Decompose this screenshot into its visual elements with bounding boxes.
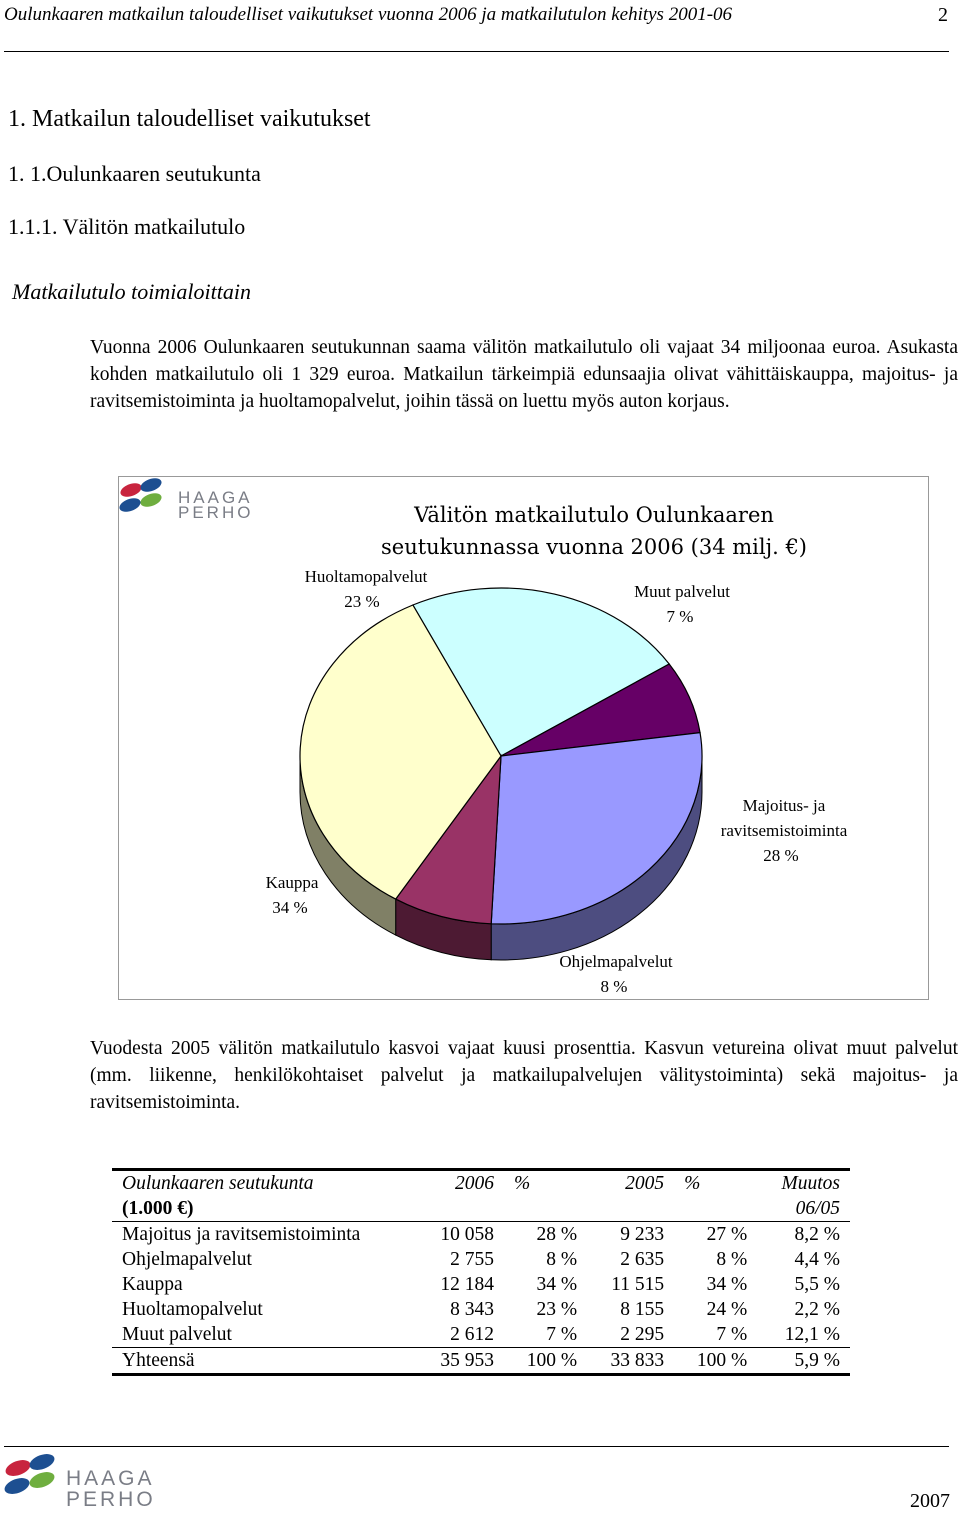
table-cell: 28 % [536, 1224, 578, 1245]
table-cell: 2 755 [450, 1249, 495, 1270]
logo-text-line2: PERHO [178, 503, 254, 522]
heading-level-1: 1. Matkailun taloudelliset vaikutukset [8, 106, 371, 132]
table-row-huoltamopalvelut [112, 1297, 850, 1322]
table-row-majoitus [112, 1222, 850, 1248]
table-cell: 10 058 [440, 1224, 495, 1245]
pie-slice-majoitus [491, 733, 702, 924]
pie-slices-group [300, 588, 702, 924]
heading-level-4: Matkailutulo toimialoittain [12, 279, 251, 304]
table-header-unit: (1.000 €) [112, 1196, 417, 1222]
label-kauppa: Kauppa [265, 873, 319, 892]
footer-logo [0, 1446, 200, 1515]
table-header-change-period: 06/05 [757, 1196, 850, 1222]
table-header-change: Muutos [781, 1173, 840, 1194]
table-header-pct-2006: % [514, 1173, 531, 1194]
label-kauppa-pct: 34 % [272, 898, 308, 917]
table-cell: 8 % [546, 1249, 578, 1270]
table-cell: 5,9 % [794, 1350, 840, 1371]
table-header-2005: 2005 [625, 1173, 665, 1194]
page-number: 2 [938, 4, 948, 26]
table-header-2006: 2006 [455, 1173, 495, 1194]
footer-logo-line2: PERHO [66, 1488, 156, 1511]
label-huoltamopalvelut: Huoltamopalvelut [304, 567, 428, 586]
table-cell: 34 % [706, 1274, 748, 1295]
table-row-ohjelmapalvelut [112, 1247, 850, 1272]
table-cell: 27 % [706, 1224, 748, 1245]
footer-logo-line1: HAAGA [66, 1467, 155, 1490]
table-cell: 33 833 [610, 1350, 665, 1371]
table-cell: 12,1 % [784, 1324, 840, 1345]
logo-text-line1: HAAGA [178, 488, 253, 507]
table-cell: Huoltamopalvelut [122, 1299, 263, 1320]
table-header-pct-2005: % [684, 1173, 701, 1194]
label-majoitus-line1: Majoitus- ja [742, 796, 826, 815]
label-majoitus-pct: 28 % [763, 846, 799, 865]
table-cell: 7 % [716, 1324, 748, 1345]
table-row-muut-palvelut [112, 1322, 850, 1348]
table-header-blank [587, 1196, 674, 1222]
table-cell: Muut palvelut [122, 1324, 232, 1345]
table-cell: 5,5 % [794, 1274, 840, 1295]
table-cell: 23 % [536, 1299, 578, 1320]
label-huoltamopalvelut-pct: 23 % [344, 592, 380, 611]
heading-level-2: 1. 1.Oulunkaaren seutukunta [8, 161, 261, 186]
label-ohjelmapalvelut: Ohjelmapalvelut [559, 952, 673, 971]
table-cell: 12 184 [440, 1274, 495, 1295]
tourism-income-table [112, 1168, 850, 1376]
table-cell: 35 953 [440, 1350, 495, 1371]
table-cell: 100 % [696, 1350, 748, 1371]
haaga-perho-logo [118, 476, 254, 522]
footer-year: 2007 [910, 1490, 950, 1512]
table-cell: 2 295 [620, 1324, 665, 1345]
table-cell: 2 635 [620, 1249, 665, 1270]
table-cell: 34 % [536, 1274, 578, 1295]
chart-title-line2: seutukunnassa vuonna 2006 (34 milj. €) [380, 535, 808, 559]
table-cell: Majoitus ja ravitsemistoiminta [122, 1224, 361, 1245]
table-cell: Kauppa [122, 1274, 183, 1295]
table-header-region: Oulunkaaren seutukunta [122, 1173, 314, 1194]
table-cell: 2,2 % [794, 1299, 840, 1320]
label-muut-palvelut: Muut palvelut [634, 582, 730, 601]
table-cell: 8 155 [620, 1299, 665, 1320]
table-cell: 8,2 % [794, 1224, 840, 1245]
label-ohjelmapalvelut-pct: 8 % [600, 977, 628, 996]
table-cell: 24 % [706, 1299, 748, 1320]
document-header-title: Oulunkaaren matkailun taloudelliset vaikutukset vuonna 2006 ja matkailutulon kehitys 2001-06 [4, 4, 733, 25]
logo-mark-icon [2, 1451, 56, 1497]
table-row-yhteensa [112, 1348, 850, 1375]
table-cell: 9 233 [620, 1224, 665, 1245]
table-cell: 4,4 % [794, 1249, 840, 1270]
table-cell: 2 612 [450, 1324, 495, 1345]
table-cell: 100 % [526, 1350, 578, 1371]
chart-title-line1: Välitön matkailutulo Oulunkaaren [414, 503, 774, 527]
table-header-blank [417, 1196, 504, 1222]
heading-level-3: 1.1.1. Välitön matkailutulo [8, 214, 246, 239]
table-cell: 8 % [716, 1249, 748, 1270]
label-muut-palvelut-pct: 7 % [666, 607, 694, 626]
table-header-blank [504, 1196, 587, 1222]
table-cell: 8 343 [450, 1299, 495, 1320]
table-cell: 7 % [546, 1324, 578, 1345]
table-header-blank [674, 1196, 757, 1222]
table-cell: Ohjelmapalvelut [122, 1249, 252, 1270]
paragraph-intro: Vuonna 2006 Oulunkaaren seutukunnan saama välitön matkailutulo oli vajaat 34 miljoonaa euroa. Asukasta kohden matkailutulo oli 1 329 euroa. Matkailun tärkeimpiä edunsaajia olivat vähittäiskauppa, majoitus- ja ravitsemistoiminta ja huoltamopalvelut, joihin tässä on luettu myös auton korjaus. [90, 337, 958, 412]
table-cell: 11 515 [611, 1274, 665, 1295]
table-row-kauppa [112, 1272, 850, 1297]
table-cell: Yhteensä [122, 1350, 195, 1371]
label-majoitus-line2: ravitsemistoiminta [720, 821, 848, 840]
paragraph-growth: Vuodesta 2005 välitön matkailutulo kasvoi vajaat kuusi prosenttia. Kasvun vetureina olivat muut palvelut (mm. liikenne, henkilökohtaiset palvelut ja matkailupalvelujen välitystoiminta) sekä majoitus- ja ravitsemistoiminta. [90, 1038, 958, 1113]
logo-mark-icon [118, 476, 164, 515]
